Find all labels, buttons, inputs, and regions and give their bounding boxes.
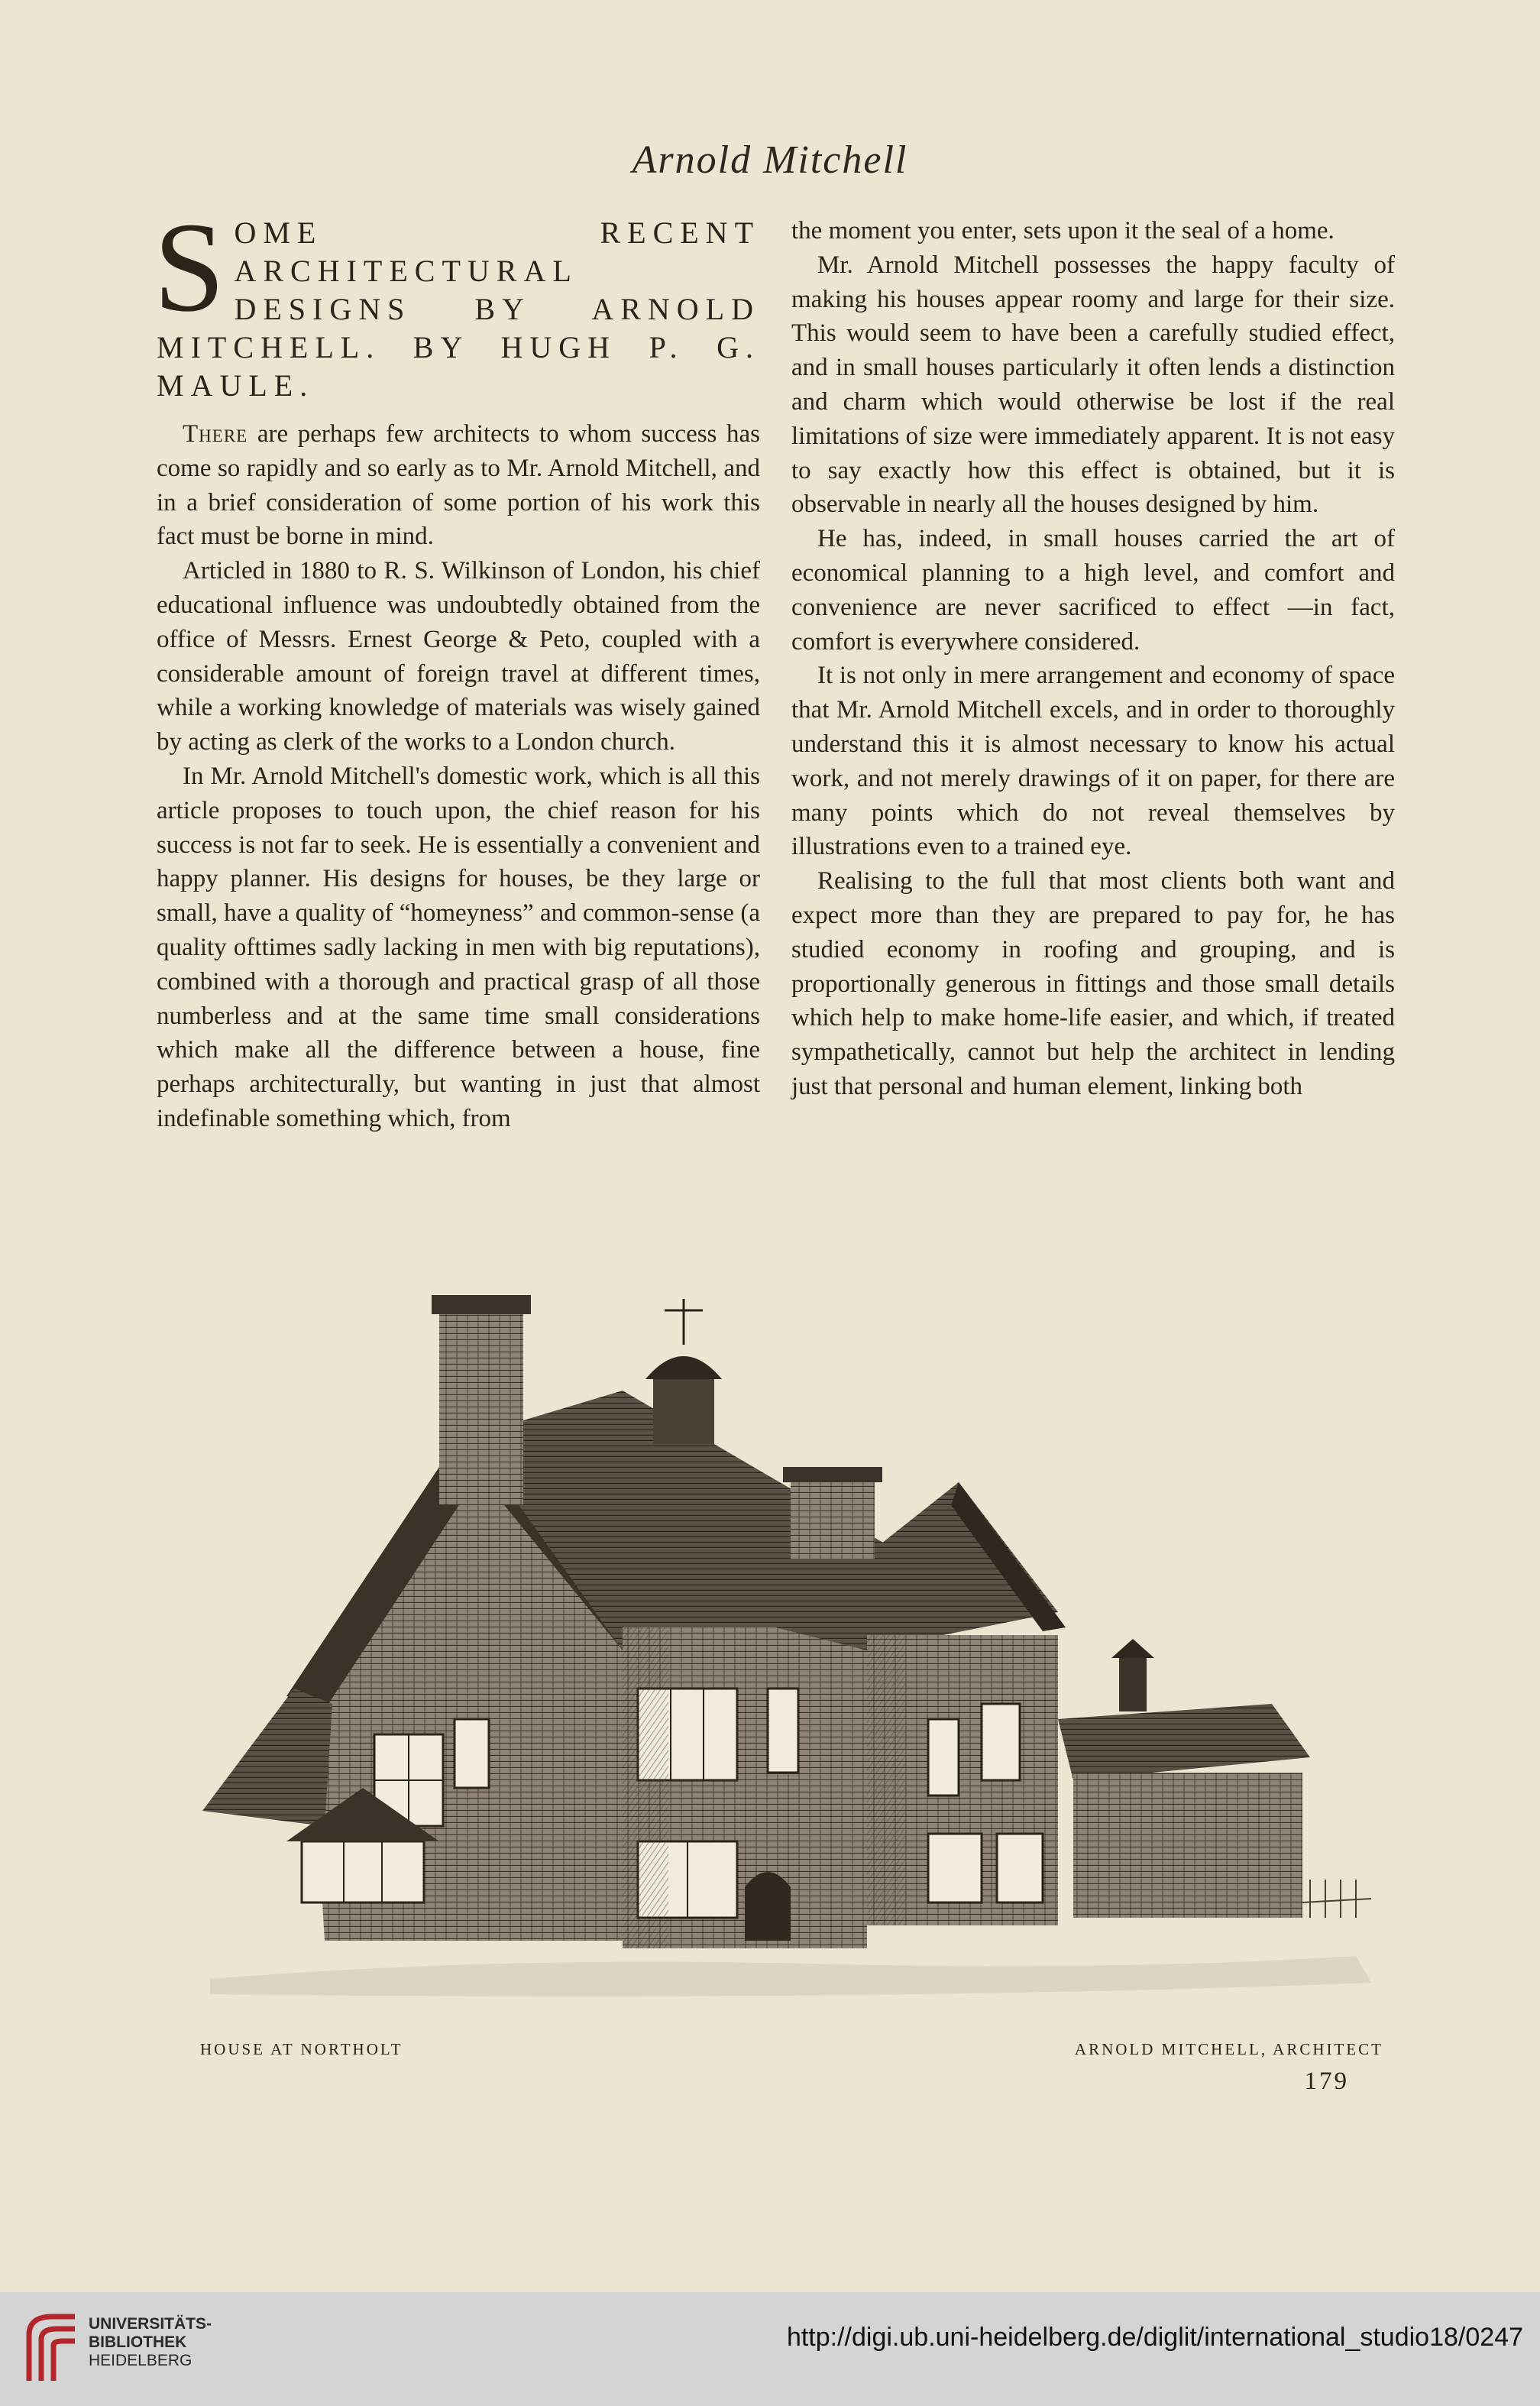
house-illustration bbox=[195, 1291, 1386, 2017]
paragraph bbox=[157, 417, 760, 554]
paragraph: He has, indeed, in small houses carried the art of economical planning to a high level, and comfort and convenience are never sacrificed to effect —in fact, comfort is everywhere considered. bbox=[791, 525, 1395, 656]
university-library-logo-icon[interactable] bbox=[21, 2309, 82, 2388]
article-headline bbox=[154, 196, 760, 405]
viewer-footer bbox=[0, 2292, 1540, 2406]
headline-text: OME RECENT ARCHITECTURAL DESIGNS BY ARNOLD MITCHELL. BY HUGH P. G. MAULE. bbox=[157, 215, 760, 403]
paragraph: the moment you enter, sets upon it the seal of a home. bbox=[791, 217, 1335, 244]
paragraph: Articled in 1880 to R. S. Wilkinson of London, his chief educational influence was undoubtedly obtained from the office of Messrs. Ernest George & Peto, coupled with a considerable amount of foreign travel at different times, while a working knowledge of materials was wisely gained by acting as clerk of the works to a London church. bbox=[157, 557, 760, 756]
paragraph: It is not only in mere arrangement and economy of space that Mr. Arnold Mitchell excels, and in order to thoroughly understand this it is almost necessary to know his actual work, and not merely drawings of it on paper, for there are many points which do not reveal themselves by illustrations even to a trained eye. bbox=[791, 662, 1395, 861]
library-name[interactable] bbox=[89, 2315, 212, 2370]
paragraph: Mr. Arnold Mitchell possesses the happy faculty of making his houses appear roomy and large for their size. This would seem to have been a carefully studied effect, and in small houses particularly it often lends a distinction and charm which would otherwise be lost if the real limitations of size were immediately apparent. It is not easy to say exactly how this effect is obtained, but it is observable in nearly all the houses designed by him. bbox=[791, 251, 1395, 519]
paragraph: Realising to the full that most clients both want and expect more than they are prepared to pay for, he has studied economy in roofing and grouping, and is proportionally generous in fittings and those small details which help to make home-life easier, and which, if treated sympathetically, cannot but help the architect in lending just that personal and human element, linking both bbox=[791, 867, 1395, 1100]
paragraph-lead-word: There bbox=[183, 420, 248, 448]
paragraph-text: are perhaps few architects to whom success has come so rapidly and so early as to Mr. Arnold Mitchell, and in a brief consideration of some portion of his work this fact must be borne in mind. bbox=[157, 420, 760, 551]
left-column bbox=[154, 196, 760, 1136]
illustration-credit: ARNOLD MITCHELL, ARCHITECT bbox=[1074, 2040, 1383, 2058]
drop-cap: S bbox=[154, 196, 225, 338]
illustration-caption: HOUSE AT NORTHOLT bbox=[200, 2040, 403, 2058]
library-name-line: BIBLIOTHEK bbox=[89, 2333, 187, 2351]
page-number: 179 bbox=[1304, 2068, 1349, 2095]
right-column bbox=[791, 214, 1395, 1104]
running-head: Arnold Mitchell bbox=[632, 138, 908, 182]
library-name-line: UNIVERSITÄTS- bbox=[89, 2315, 212, 2333]
library-name-line: HEIDELBERG bbox=[89, 2352, 192, 2369]
source-url[interactable]: http://digi.ub.uni-heidelberg.de/diglit/international_studio18/0247 bbox=[786, 2323, 1523, 2352]
paragraph: In Mr. Arnold Mitchell's domestic work, which is all this article proposes to touch upon, the chief reason for his success is not far to seek. He is essentially a convenient and happy planner. His designs for houses, be they large or small, have a quality of “homeyness” and common-sense (a quality ofttimes sadly lacking in men with big reputations), combined with a thorough and practical grasp of all those numberless and at the same time small considerations which make all the difference between a house, fine perhaps architecturally, but wanting in just that almost indefinable something which, from bbox=[157, 762, 760, 1132]
